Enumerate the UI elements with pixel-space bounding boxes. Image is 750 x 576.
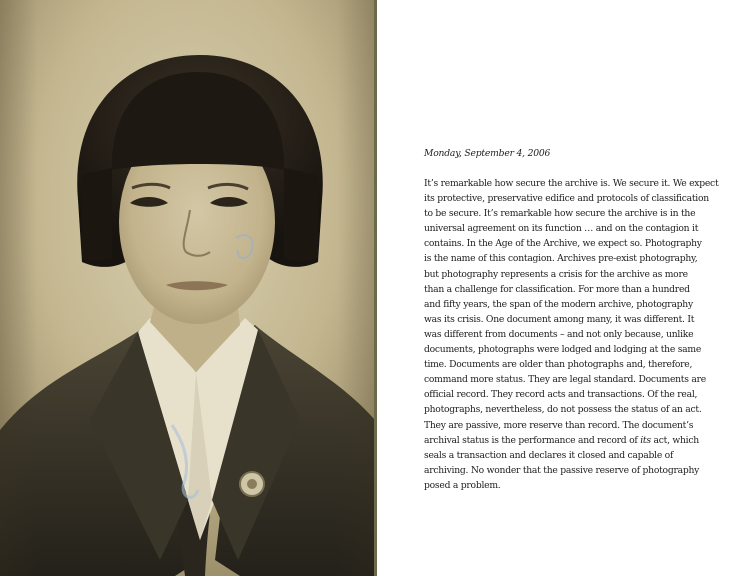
text-line: is the name of this contagion. Archives pre-exist photography, [424,253,698,265]
text-line: but photography represents a crisis for the archive as more [424,268,688,280]
text-line: They are passive, more reserve than record. The document’s [424,419,694,431]
text-line: to be secure. It’s remarkable how secure the archive is in the [424,208,696,220]
text-line: documents, photographs were lodged and lodging at the same [424,344,702,356]
text-line: was different from documents – and not only because, unlike [424,328,694,340]
text-line: official record. They record acts and transactions. Of the real, [424,389,698,401]
line-start: archival status is the performance and record of [424,434,641,446]
text-line: time. Documents are older than photographs and, therefore, [424,359,693,371]
text-line: than a challenge for classification. For more than a hundred [424,283,690,295]
body-text [424,176,744,493]
text-line: It’s remarkable how secure the archive is. We secure it. We expect [424,178,719,189]
text-line: and fifty years, the span of the modern archive, photography [424,298,693,310]
text-line: seals a transaction and declares it closed and capable of [424,449,674,461]
text-line: contains. In the Age of the Archive, we expect so. Photography [424,238,702,250]
text-line: was its crisis. One document among many, it was different. It [424,313,695,325]
text-line: command more status. They are legal standard. Documents are [424,374,706,386]
entry-date: Monday, September 4, 2006 [424,148,551,159]
text-line: archiving. No wonder that the passive reserve of photography [424,464,700,476]
text-line-with-italic [424,433,744,448]
text-line: universal agreement on its function … and on the contagion it [424,223,699,235]
text-page [377,0,750,576]
lapel-pin-center [247,479,257,489]
hair-left-side [82,168,112,261]
italic-word: its [640,434,651,446]
text-line: photographs, nevertheless, do not possess the status of an act. [424,404,702,416]
text-line: posed a problem. [424,479,501,491]
line-end: act, which [650,434,699,446]
text-line: its protective, preservative edifice and protocols of classification [424,193,709,205]
hair-right-side [284,168,318,261]
